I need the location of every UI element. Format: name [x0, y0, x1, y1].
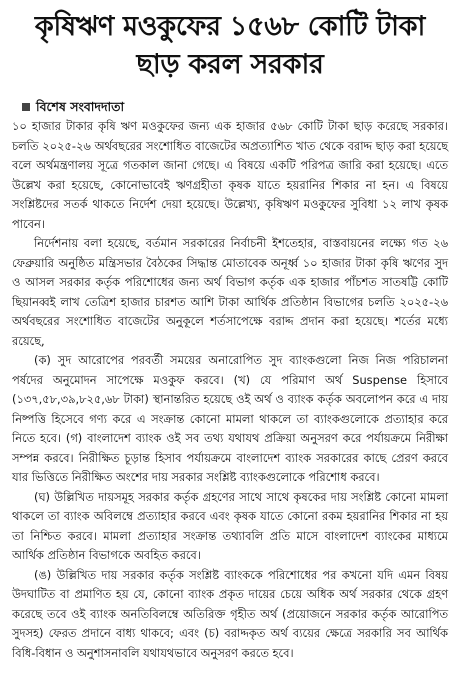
square-bullet-icon — [22, 103, 30, 111]
article-paragraph: ১০ হাজার টাকার কৃষি ঋণ মওকুফের জন্য এক হাজার ৫৬৮ কোটি টাকা ছাড় করেছে সরকার। চলতি ২০২৫-২৬ অর্থবছরের সংশোধিত বাজেটের অপ্রত্যাশিত খাত থেকে বরাদ্দ ছাড় করা হয়েছে বলে অর্থমন্ত্রণালয় সূত্রে গতকাল জানা গেছে। এ বিষয়ে একটি পরিপত্র জারি করা হয়েছে। এতে উল্লেখ করা হয়েছে, কোনোভাবেই ঋণগ্রহীতা কৃষক যাতে হয়রানির শিকার না হন। এ বিষয়ে সংশ্লিষ্টদের সতর্ক থাকতে নির্দেশ দেয়া হয়েছে। উল্লেখ্য, কৃষিঋণ মওকুফের সুবিধা ১২ লাখ কৃষক পাবেন। — [12, 119, 448, 231]
article-headline: কৃষিঋণ মওকুফের ১৫৬৮ কোটি টাকা ছাড় করল সরকার — [34, 11, 426, 80]
article-paragraph: নির্দেশনায় বলা হয়েছে, বর্তমান সরকারের নির্বাচনী ইশতেহার, বাস্তবায়নের লক্ষ্যে গত ২৬ ফেব্রুয়ারি অনুষ্ঠিত মন্ত্রিসভার বৈঠকের সিদ্ধান্ত মোতাবেক অনূর্ধ্ব ১০ হাজার টাকা কৃষি ঋণের সুদ ও আসল সরকার কর্তৃক পরিশোধের জন্য অর্থ বিভাগ কর্তৃক এক হাজার পাঁচশত সাতষট্টি কোটি ছিয়ানব্বই লাখ তেত্রিশ হাজার চারশত আশি টাকা আর্থিক প্রতিষ্ঠান বিভাগের চলতি ২০২৫-২৬ অর্থবছরের সংশোধিত বাজেটের অনুকূলে শর্তসাপেক্ষে বরাদ্দ প্রদান করা হয়েছে। শর্তের মধ্যে রয়েছে, — [12, 236, 448, 348]
byline-text: বিশেষ সংবাদদাতা — [36, 99, 125, 114]
article-paragraph: (ঙ) উল্লিখিত দায় সরকার কর্তৃক সংশ্লিষ্ট ব্যাংককে পরিশোধের পর কখনো যদি এমন বিষয় উদঘাটিত বা প্রমাণিত হয় যে, কোনো ব্যাংক প্রকৃত দায়ের চেয়ে অধিক অর্থ সরকার থেকে গ্রহণ করেছে তবে ওই ব্যাংক অনতিবিলম্বে অতিরিক্ত গৃহীত অর্থ (প্রয়োজনে সরকার কর্তৃক আরোপিত সুদসহ) ফেরত প্রদানে বাধ্য থাকবে; এবং (চ) বরাদ্দকৃত অর্থ ব্যয়ের ক্ষেত্রে সরকারি সব আর্থিক বিধি-বিধান ও অনুশাসনাবলি যথাযথভাবে অনুসরণ করতে হবে। — [12, 567, 448, 660]
article-paragraph: (ঘ) উল্লিখিত দায়সমূহ সরকার কর্তৃক গ্রহণের সাথে সাথে কৃষকের দায় সংশ্লিষ্ট কোনো মামলা থাকলে তা ব্যাংক অবিলম্বে প্রত্যাহার করবে এবং কৃষক যাতে কোনো রকম হয়রানির শিকার না হয় তা নিশ্চিত করবে। মামলা প্রত্যাহার সংক্রান্ত তথ্যাবলি প্রতি মাসে বাংলাদেশ ব্যাংকের মাধ্যমে আর্থিক প্রতিষ্ঠান বিভাগকে অবহিত করবে। — [12, 489, 448, 562]
article-body — [12, 117, 448, 663]
byline — [22, 98, 448, 116]
article-paragraph: (ক) সুদ আরোপের পরবর্তী সময়ের অনারোপিত সুদ ব্যাংকগুলো নিজ নিজ পরিচালনা পর্ষদের অনুমোদন সাপেক্ষে মওকুফ করবে। (খ) যে পরিমাণ অর্থ Suspense হিসাবে (১৩৭,৫৮,৩৯,৮২৫,৬৮ টাকা) স্থানান্তরিত হয়েছে ওই অর্থ ও ব্যাংক কর্তৃক অবলোপন করে এ দায় নিষ্পত্তি হিসেবে গণ্য করে এ সংক্রান্ত কোনো মামলা থাকলে তা ব্যাংকগুলোকে প্রত্যাহার করে নিতে হবে। (গ) বাংলাদেশ ব্যাংক ওই সব তথ্য যথাযথ প্রক্রিয়া অনুসরণ করে পর্যায়ক্রমে নিরীক্ষা সম্পন্ন করবে। নিরীক্ষিত চূড়ান্ত হিসাব পর্যায়ক্রমে বাংলাদেশ ব্যাংক সরকারের কাছে প্রেরণ করবে যার ভিত্তিতে নিরীক্ষিত অংশের দায় সরকার সংশ্লিষ্ট ব্যাংকগুলোকে পরিশোধ করবে। — [12, 353, 448, 484]
